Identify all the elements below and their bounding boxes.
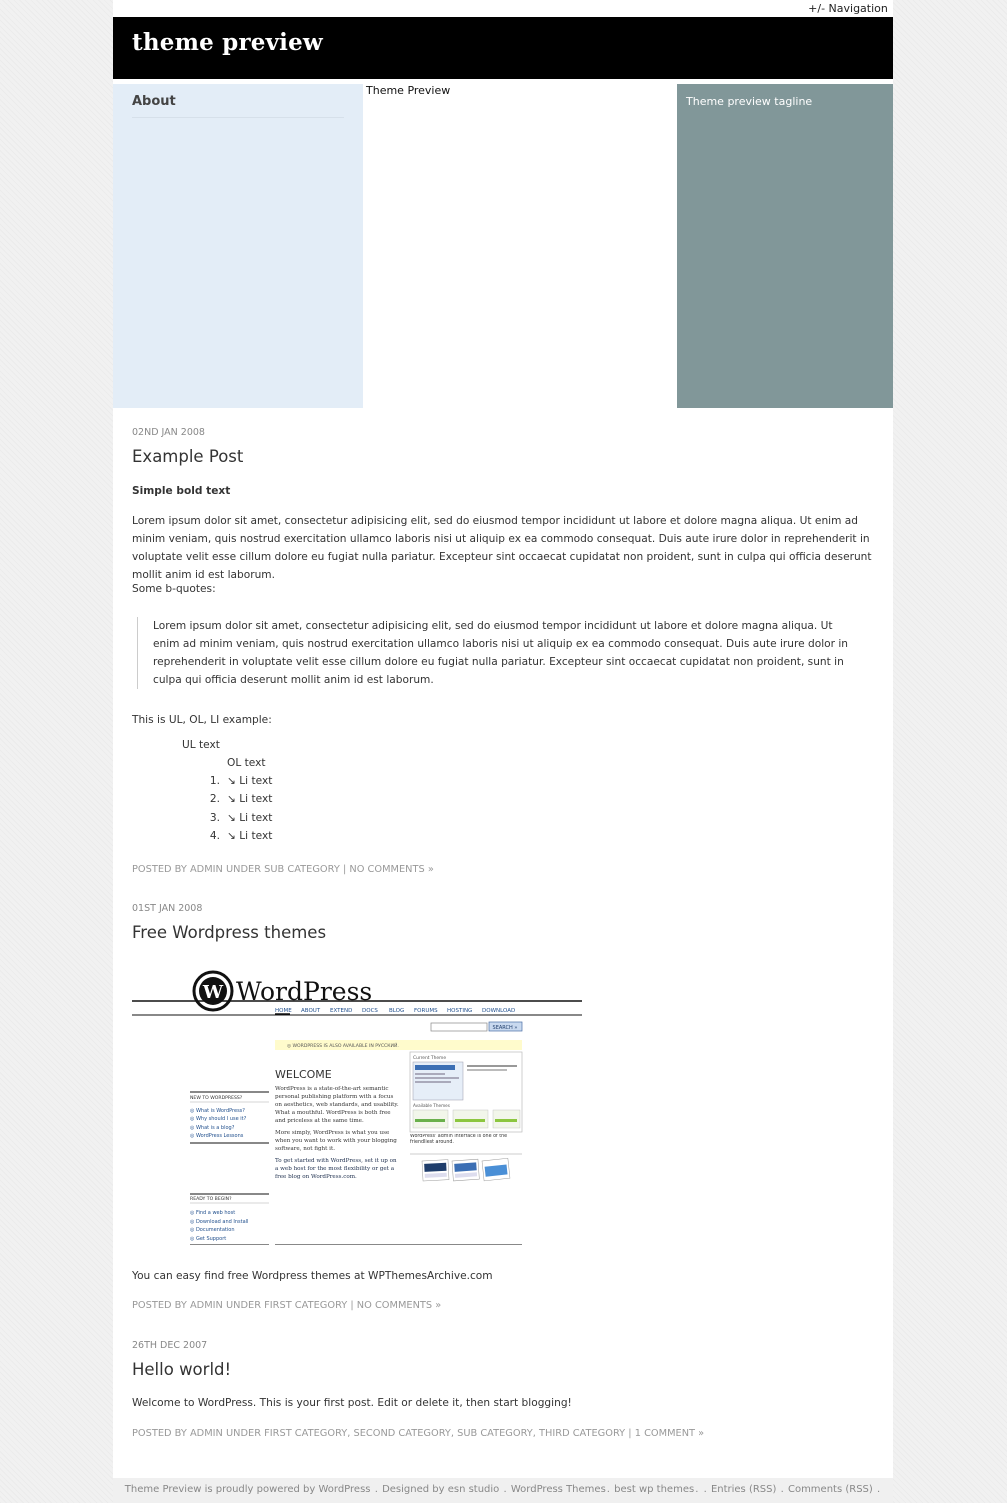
post-title[interactable]: Hello world! <box>132 1360 232 1379</box>
wp-nav-item: DOCS <box>362 1008 378 1014</box>
divider <box>132 117 344 118</box>
post-meta <box>132 1300 441 1311</box>
ul-text: UL text <box>182 739 220 751</box>
navigation-toggle[interactable]: +/- Navigation <box>803 0 893 17</box>
footer-wp-themes-link[interactable]: WordPress Themes <box>510 1484 606 1495</box>
comments-link[interactable]: NO COMMENTS » <box>356 1300 442 1311</box>
wp-nav-item: HOSTING <box>447 1008 473 1014</box>
comments-link[interactable]: NO COMMENTS » <box>349 864 434 875</box>
wp-link: ◎ Download and Install <box>190 1219 249 1225</box>
sidebar-left <box>113 84 363 408</box>
site-title[interactable]: theme preview <box>132 29 323 56</box>
footer-separator: . <box>503 1484 507 1495</box>
footer-designer-link[interactable]: Designed by esn studio <box>382 1484 500 1495</box>
wp-link: ◎ Get Support <box>190 1236 227 1242</box>
footer <box>113 1478 893 1503</box>
footer-separator: . <box>606 1484 610 1495</box>
meta-prefix: POSTED BY ADMIN UNDER <box>132 1300 262 1311</box>
category-link[interactable]: THIRD CATEGORY <box>539 1428 626 1439</box>
wp-available-themes: Available Themes <box>413 1103 450 1108</box>
wp-link: ◎ Find a web host <box>190 1210 236 1216</box>
post-date: 26TH DEC 2007 <box>132 1340 208 1351</box>
meta-separator: | <box>350 1300 354 1311</box>
category-link[interactable]: SECOND CATEGORY <box>353 1428 451 1439</box>
wp-logo-text: WordPress <box>236 977 373 1006</box>
list-intro: This is UL, OL, LI example: <box>132 714 272 726</box>
wp-welcome: WELCOME <box>275 1068 332 1081</box>
category-link[interactable]: SUB CATEGORY <box>264 864 340 875</box>
wp-body2: More simply, WordPress is what you use when you want to work with your blogging software, not fight it. <box>275 1130 397 1152</box>
comments-rss-link[interactable]: Comments (RSS) <box>787 1484 873 1495</box>
list-number: 2. <box>209 793 220 805</box>
blockquote <box>137 617 883 689</box>
list-text: ↘ Li text <box>227 793 273 805</box>
entries-rss-link[interactable]: Entries (RSS) <box>710 1484 777 1495</box>
wp-caption: WordPress' admin interface is one of the friendliest around. <box>410 1134 508 1145</box>
wp-link: ◎ What is WordPress? <box>190 1108 245 1114</box>
list-text: ↘ Li text <box>227 830 273 842</box>
ol-text: OL text <box>227 757 266 769</box>
post <box>132 1340 872 1450</box>
wp-body3: To get started with WordPress, set it up on a web host for the most flexibility or get a free blog on WordPress.com. <box>275 1158 397 1180</box>
meta-comma: , <box>450 1428 454 1439</box>
footer-separator: . <box>695 1484 699 1495</box>
wp-body1: WordPress is a state-of-the-art semantic personal publishing platform with a focus on aesthetics, web standards, and usability. What a mouthful. WordPress is both free and priceless at the same time. <box>275 1086 399 1124</box>
page-wrapper <box>113 0 893 1478</box>
wp-current-theme: Current Theme <box>413 1056 447 1061</box>
wp-notice: ◎ WORDPRESS IS ALSO AVAILABLE IN РУССКИЙ. <box>287 1044 399 1049</box>
wp-link: ◎ Documentation <box>190 1227 235 1233</box>
category-link[interactable]: SUB CATEGORY <box>457 1428 533 1439</box>
comments-link[interactable]: 1 COMMENT » <box>634 1428 705 1439</box>
category-link[interactable]: FIRST CATEGORY <box>264 1428 348 1439</box>
header <box>113 17 893 79</box>
wordpress-screenshot-image <box>132 955 584 1245</box>
wp-nav-item: DOWNLOAD <box>482 1008 516 1014</box>
post-date: 01ST JAN 2008 <box>132 903 203 914</box>
post-paragraph: Lorem ipsum dolor sit amet, consectetur adipisicing elit, sed do eiusmod tempor incididunt ut labore et dolore magna aliqua. Ut enim ad minim veniam, quis nostrud exercitation ullamco laboris nisi ut aliquip ex ea commodo consequat. Duis aute irure dolor in reprehenderit in voluptate velit esse cillum dolore eu fugiat nulla pariatur. Excepteur sint occaecat cupidatat non proident, sunt in culpa qui officia deserunt mollit anim id est laborum. <box>132 515 872 581</box>
bquote-intro: Some b-quotes: <box>132 583 216 595</box>
list-text: ↘ Li text <box>227 775 273 787</box>
meta-prefix: POSTED BY ADMIN UNDER <box>132 1428 262 1439</box>
post-title[interactable]: Free Wordpress themes <box>132 923 327 942</box>
svg-text:W: W <box>202 982 224 1003</box>
wp-nav-item: ABOUT <box>301 1008 321 1014</box>
wp-nav-item: EXTEND <box>330 1008 353 1014</box>
bold-text: Simple bold text <box>132 485 231 497</box>
list-number: 1. <box>209 775 220 787</box>
list-text: ↘ Li text <box>227 812 273 824</box>
footer-separator: . <box>374 1484 378 1495</box>
wp-nav-item: FORUMS <box>414 1008 438 1014</box>
footer-text <box>113 1484 893 1495</box>
meta-separator: | <box>342 864 347 875</box>
list-number: 4. <box>209 830 220 842</box>
wp-begin-heading: READY TO BEGIN? <box>190 1197 232 1202</box>
footer-separator: . <box>780 1484 784 1495</box>
meta-comma: , <box>347 1428 351 1439</box>
wp-search-button: SEARCH » <box>492 1025 518 1031</box>
post <box>132 427 872 877</box>
category-link[interactable]: FIRST CATEGORY <box>264 1300 348 1311</box>
post-title[interactable]: Example Post <box>132 447 244 466</box>
post-meta <box>132 1428 704 1439</box>
post-text: You can easy find free Wordpress themes at WPThemesArchive.com <box>132 1270 493 1282</box>
post <box>132 903 872 1323</box>
blockquote-text: Lorem ipsum dolor sit amet, consectetur adipisicing elit, sed do eiusmod tempor incididunt ut labore et dolore magna aliqua. Ut enim ad minim veniam, quis nostrud exercitation ullamco laboris nisi ut aliquip ex ea commodo consequat. Duis aute irure dolor in reprehenderit in voluptate velit esse cillum dolore eu fugiat nulla pariatur. Excepteur sint occaecat cupidatat non proident, sunt in culpa qui officia deserunt mollit anim id est laborum. <box>153 620 849 686</box>
wp-new-heading: NEW TO WORDPRESS? <box>190 1096 243 1101</box>
sidebar-right <box>677 84 893 408</box>
wp-nav-item: BLOG <box>389 1008 405 1014</box>
footer-separator: . <box>703 1484 707 1495</box>
post-date: 02ND JAN 2008 <box>132 427 205 438</box>
wp-nav-item: HOME <box>275 1008 292 1014</box>
page-link-about[interactable]: About <box>132 94 176 109</box>
wp-link: ◎ What is a blog? <box>190 1125 235 1131</box>
post-text: Welcome to WordPress. This is your first post. Edit or delete it, then start blogging! <box>132 1397 572 1409</box>
site-tagline: Theme preview tagline <box>686 95 813 108</box>
meta-prefix: POSTED BY ADMIN UNDER <box>132 864 262 875</box>
post-meta <box>132 864 434 875</box>
wp-link: ◎ WordPress Lessons <box>190 1133 244 1139</box>
footer-best-link[interactable]: best wp themes <box>614 1484 695 1495</box>
meta-separator: | <box>628 1428 632 1439</box>
wp-link: ◎ Why should I use it? <box>190 1116 247 1122</box>
footer-separator: . <box>877 1484 881 1495</box>
meta-comma: , <box>532 1428 536 1439</box>
footer-powered-link[interactable]: Theme Preview is proudly powered by WordPress <box>124 1484 371 1495</box>
center-title: Theme Preview <box>366 84 451 97</box>
list-number: 3. <box>209 812 220 824</box>
